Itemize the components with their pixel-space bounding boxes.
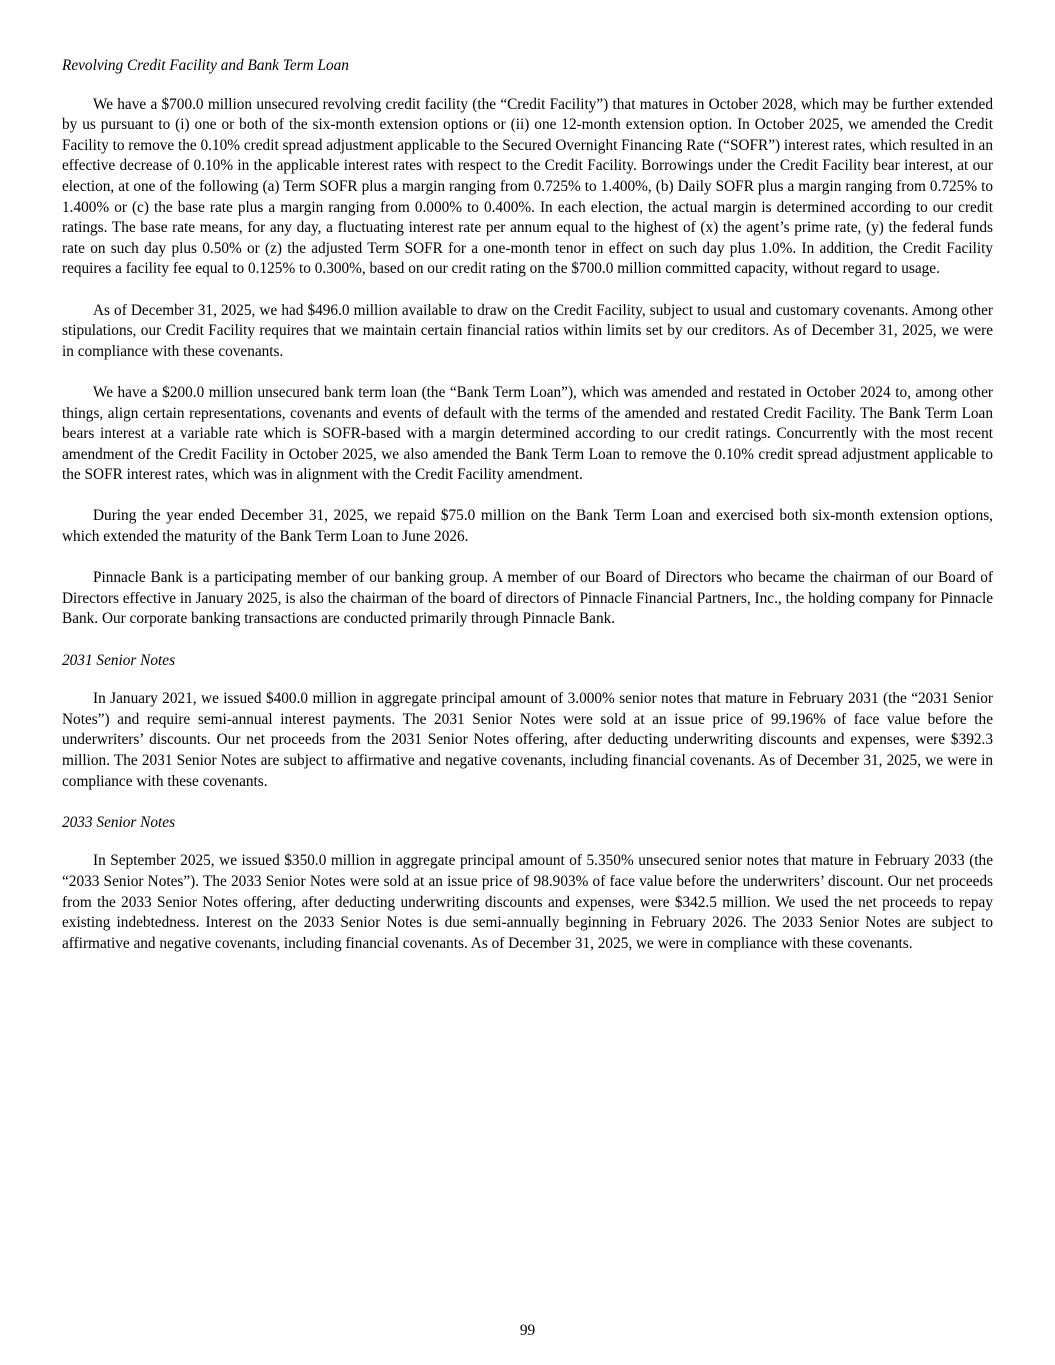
section-heading: 2031 Senior Notes xyxy=(62,651,176,669)
section-heading: 2033 Senior Notes xyxy=(62,813,176,831)
section-heading: Revolving Credit Facility and Bank Term Loan xyxy=(62,57,349,74)
paragraph: During the year ended December 31, 2025, we repaid $75.0 million on the Bank Term Loan and exercised both six-month extension options, which extended the maturity of the Bank Term Loan to June 2026. xyxy=(62,507,993,546)
paragraph: As of December 31, 2025, we had $496.0 million available to draw on the Credit Facility, subject to usual and customary covenants. Among other stipulations, our Credit Facility requires that we maintain certain financial ratios within limits set by our creditors. As of December 31, 2025, we were in compliance with these covenants. xyxy=(62,301,993,360)
paragraph: Pinnacle Bank is a participating member of our banking group. A member of our Board of Directors who became the chairman of our Board of Directors effective in January 2025, is also the chairman of the board of directors of Pinnacle Financial Partners, Inc., the holding company for Pinnacle Bank. Our corporate banking transactions are conducted primarily through Pinnacle Bank. xyxy=(62,569,993,628)
paragraph: In January 2021, we issued $400.0 million in aggregate principal amount of 3.000% senior notes that mature in February 2031 (the “2031 Senior Notes”) and require semi-annual interest payments. The 2031 Senior Notes were sold at an issue price of 99.196% of face value before the underwriters’ discounts. Our net proceeds from the 2031 Senior Notes offering, after deducting underwriting discounts and expenses, were $392.3 million. The 2031 Senior Notes are subject to affirmative and negative covenants, including financial covenants. As of December 31, 2025, we were in compliance with these covenants. xyxy=(62,690,993,790)
section-2031-senior-notes xyxy=(62,651,993,793)
paragraph: In September 2025, we issued $350.0 million in aggregate principal amount of 5.350% unsecured senior notes that mature in February 2033 (the “2033 Senior Notes”). The 2033 Senior Notes were sold at an issue price of 98.903% of face value before the underwriters’ discount. Our net proceeds from the 2033 Senior Notes offering, after deducting underwriting discounts and expenses, were $342.5 million. We used the net proceeds to repay existing indebtedness. Interest on the 2033 Senior Notes is due semi-annually beginning in February 2026. The 2033 Senior Notes are subject to affirmative and negative covenants, including financial covenants. As of December 31, 2025, we were in compliance with these covenants. xyxy=(62,852,993,952)
page-number: 99 xyxy=(519,1322,536,1339)
section-revolving-credit-facility xyxy=(62,56,993,630)
section-2033-senior-notes xyxy=(62,813,993,955)
paragraph: We have a $200.0 million unsecured bank term loan (the “Bank Term Loan”), which was amended and restated in October 2024 to, among other things, align certain representations, covenants and events of default with the terms of the amended and restated Credit Facility. The Bank Term Loan bears interest at a variable rate which is SOFR-based with a margin determined according to our credit ratings. Concurrently with the most recent amendment of the Credit Facility in October 2025, we also amended the Bank Term Loan to remove the 0.10% credit spread adjustment applicable to the SOFR interest rates, which was in alignment with the Credit Facility amendment. xyxy=(62,383,993,484)
paragraph: We have a $700.0 million unsecured revolving credit facility (the “Credit Facility”) that matures in October 2028, which may be further extended by us pursuant to (i) one or both of the six-month extension options or (ii) one 12-month extension option. In October 2025, we amended the Credit Facility to remove the 0.10% credit spread adjustment applicable to the Secured Overnight Financing Rate (“SOFR”) interest rates, which resulted in an effective decrease of 0.10% in the applicable interest rates with respect to the Credit Facility. Borrowings under the Credit Facility bear interest, at our election, at one of the following (a) Term SOFR plus a margin ranging from 0.725% to 1.400%, (b) Daily SOFR plus a margin ranging from 0.725% to 1.400% or (c) the base rate plus a margin ranging from 0.000% to 0.400%. In each election, the actual margin is determined according to our credit ratings. The base rate means, for any day, a fluctuating interest rate per annum equal to the highest of (x) the agent’s prime rate, (y) the federal funds rate on such day plus 0.50% or (z) the adjusted Term SOFR for a one-month tenor in effect on such day plus 1.0%. In addition, the Credit Facility requires a facility fee equal to 0.125% to 0.300%, based on our credit rating on the $700.0 million committed capacity, without regard to usage. xyxy=(62,95,993,278)
document-page xyxy=(62,56,993,975)
